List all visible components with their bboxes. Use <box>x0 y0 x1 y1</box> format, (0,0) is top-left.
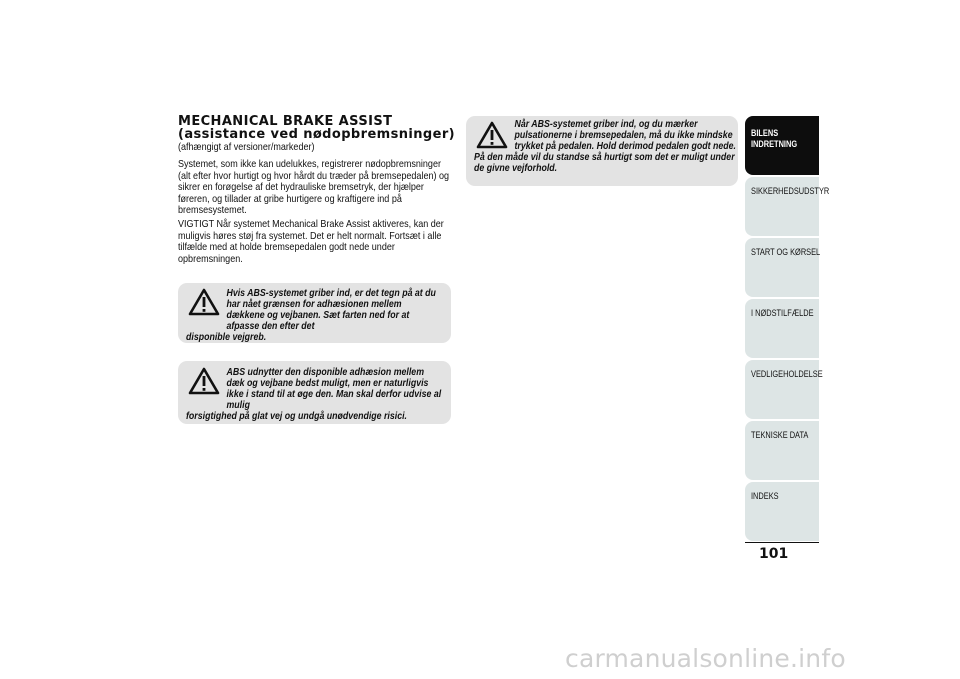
tab-label: VEDLIGEHOLDELSE <box>751 369 823 380</box>
section-title-line2: (assistance ved nødopbremsninger) <box>178 127 455 142</box>
tab-label: INDEKS <box>751 491 779 502</box>
tab-vedligeholdelse[interactable] <box>745 360 823 419</box>
warning-text-1-rest: disponible vejgreb. <box>186 332 267 343</box>
section-subtitle: (afhængigt af versioner/markeder) <box>178 141 315 153</box>
tab-label: TEKNISKE DATA <box>751 430 809 441</box>
section-title-line1: MECHANICAL BRAKE ASSIST <box>178 114 393 129</box>
tab-start-og-korsel[interactable] <box>745 238 819 297</box>
warning-box-2 <box>178 361 451 424</box>
page-number: 101 <box>759 546 789 562</box>
warning-text-3-rest: På den måde vil du standse så hurtigt som det er muligt under de givne vejforhold. <box>474 152 735 174</box>
warning-text-3-indented: Når ABS-systemet griber ind, og du mærker pulsationerne i bremsepedalen, må du ikke mindske trykket på pedalen. Hold derimod pedalen godt nede. <box>514 119 736 152</box>
tab-label: START OG KØRSEL <box>751 247 821 258</box>
tab-label: SIKKERHEDSUDSTYR <box>751 186 830 197</box>
tab-indeks[interactable] <box>745 482 819 541</box>
tab-label: BILENS INDRETNING <box>751 128 798 150</box>
body-paragraph-1: Systemet, som ikke kan udelukkes, registrerer nødopbremsninger (alt efter hvor hurtigt og hvor hårdt du træder på bremsepedalen) og sikrer en forøgelse af det hydrauliske bremsetryk, der hjælper føreren, og tillader at gribe hurtigere og kraftigere ind på bremsesystemet. <box>178 158 450 216</box>
tab-tekniske-data[interactable] <box>745 421 819 480</box>
body-paragraph-2: VIGTIGT Når systemet Mechanical Brake Assist aktiveres, kan der muligvis høres støj fra systemet. Det er helt normalt. Fortsæt i alle tilfælde med at holde bremsepedalen godt nede under opbremsningen. <box>178 218 444 265</box>
tab-i-nodstilfaelde[interactable] <box>745 299 819 358</box>
warning-box-3 <box>466 116 738 186</box>
tabs-divider <box>745 542 819 543</box>
warning-text-2 <box>186 367 441 422</box>
warning-text-1 <box>186 288 441 343</box>
warning-text-2-rest: forsigtighed på glat vej og undgå unødvendige risici. <box>186 411 408 422</box>
chapter-tabs <box>745 116 830 543</box>
warning-text-2-indented: ABS udnytter den disponible adhæsion mellem dæk og vejbane bedst muligt, men er naturligvis ikke i stand til at øge den. Man skal derfor udvise al mulig <box>226 367 442 411</box>
tab-label: I NØDSTILFÆLDE <box>751 308 814 319</box>
warning-text-3 <box>474 119 736 174</box>
section-title <box>178 115 468 141</box>
tab-sikkerhedsudstyr[interactable] <box>745 177 830 236</box>
tab-bilens-indretning[interactable] <box>745 116 819 175</box>
warning-text-1-indented: Hvis ABS-systemet griber ind, er det tegn på at du har nået grænsen for adhæsionen mellem dækkene og vejbanen. Sæt farten ned for at afpasse den efter det <box>226 288 436 332</box>
watermark: carmanualsonline.info <box>565 644 846 673</box>
warning-box-1 <box>178 283 451 343</box>
